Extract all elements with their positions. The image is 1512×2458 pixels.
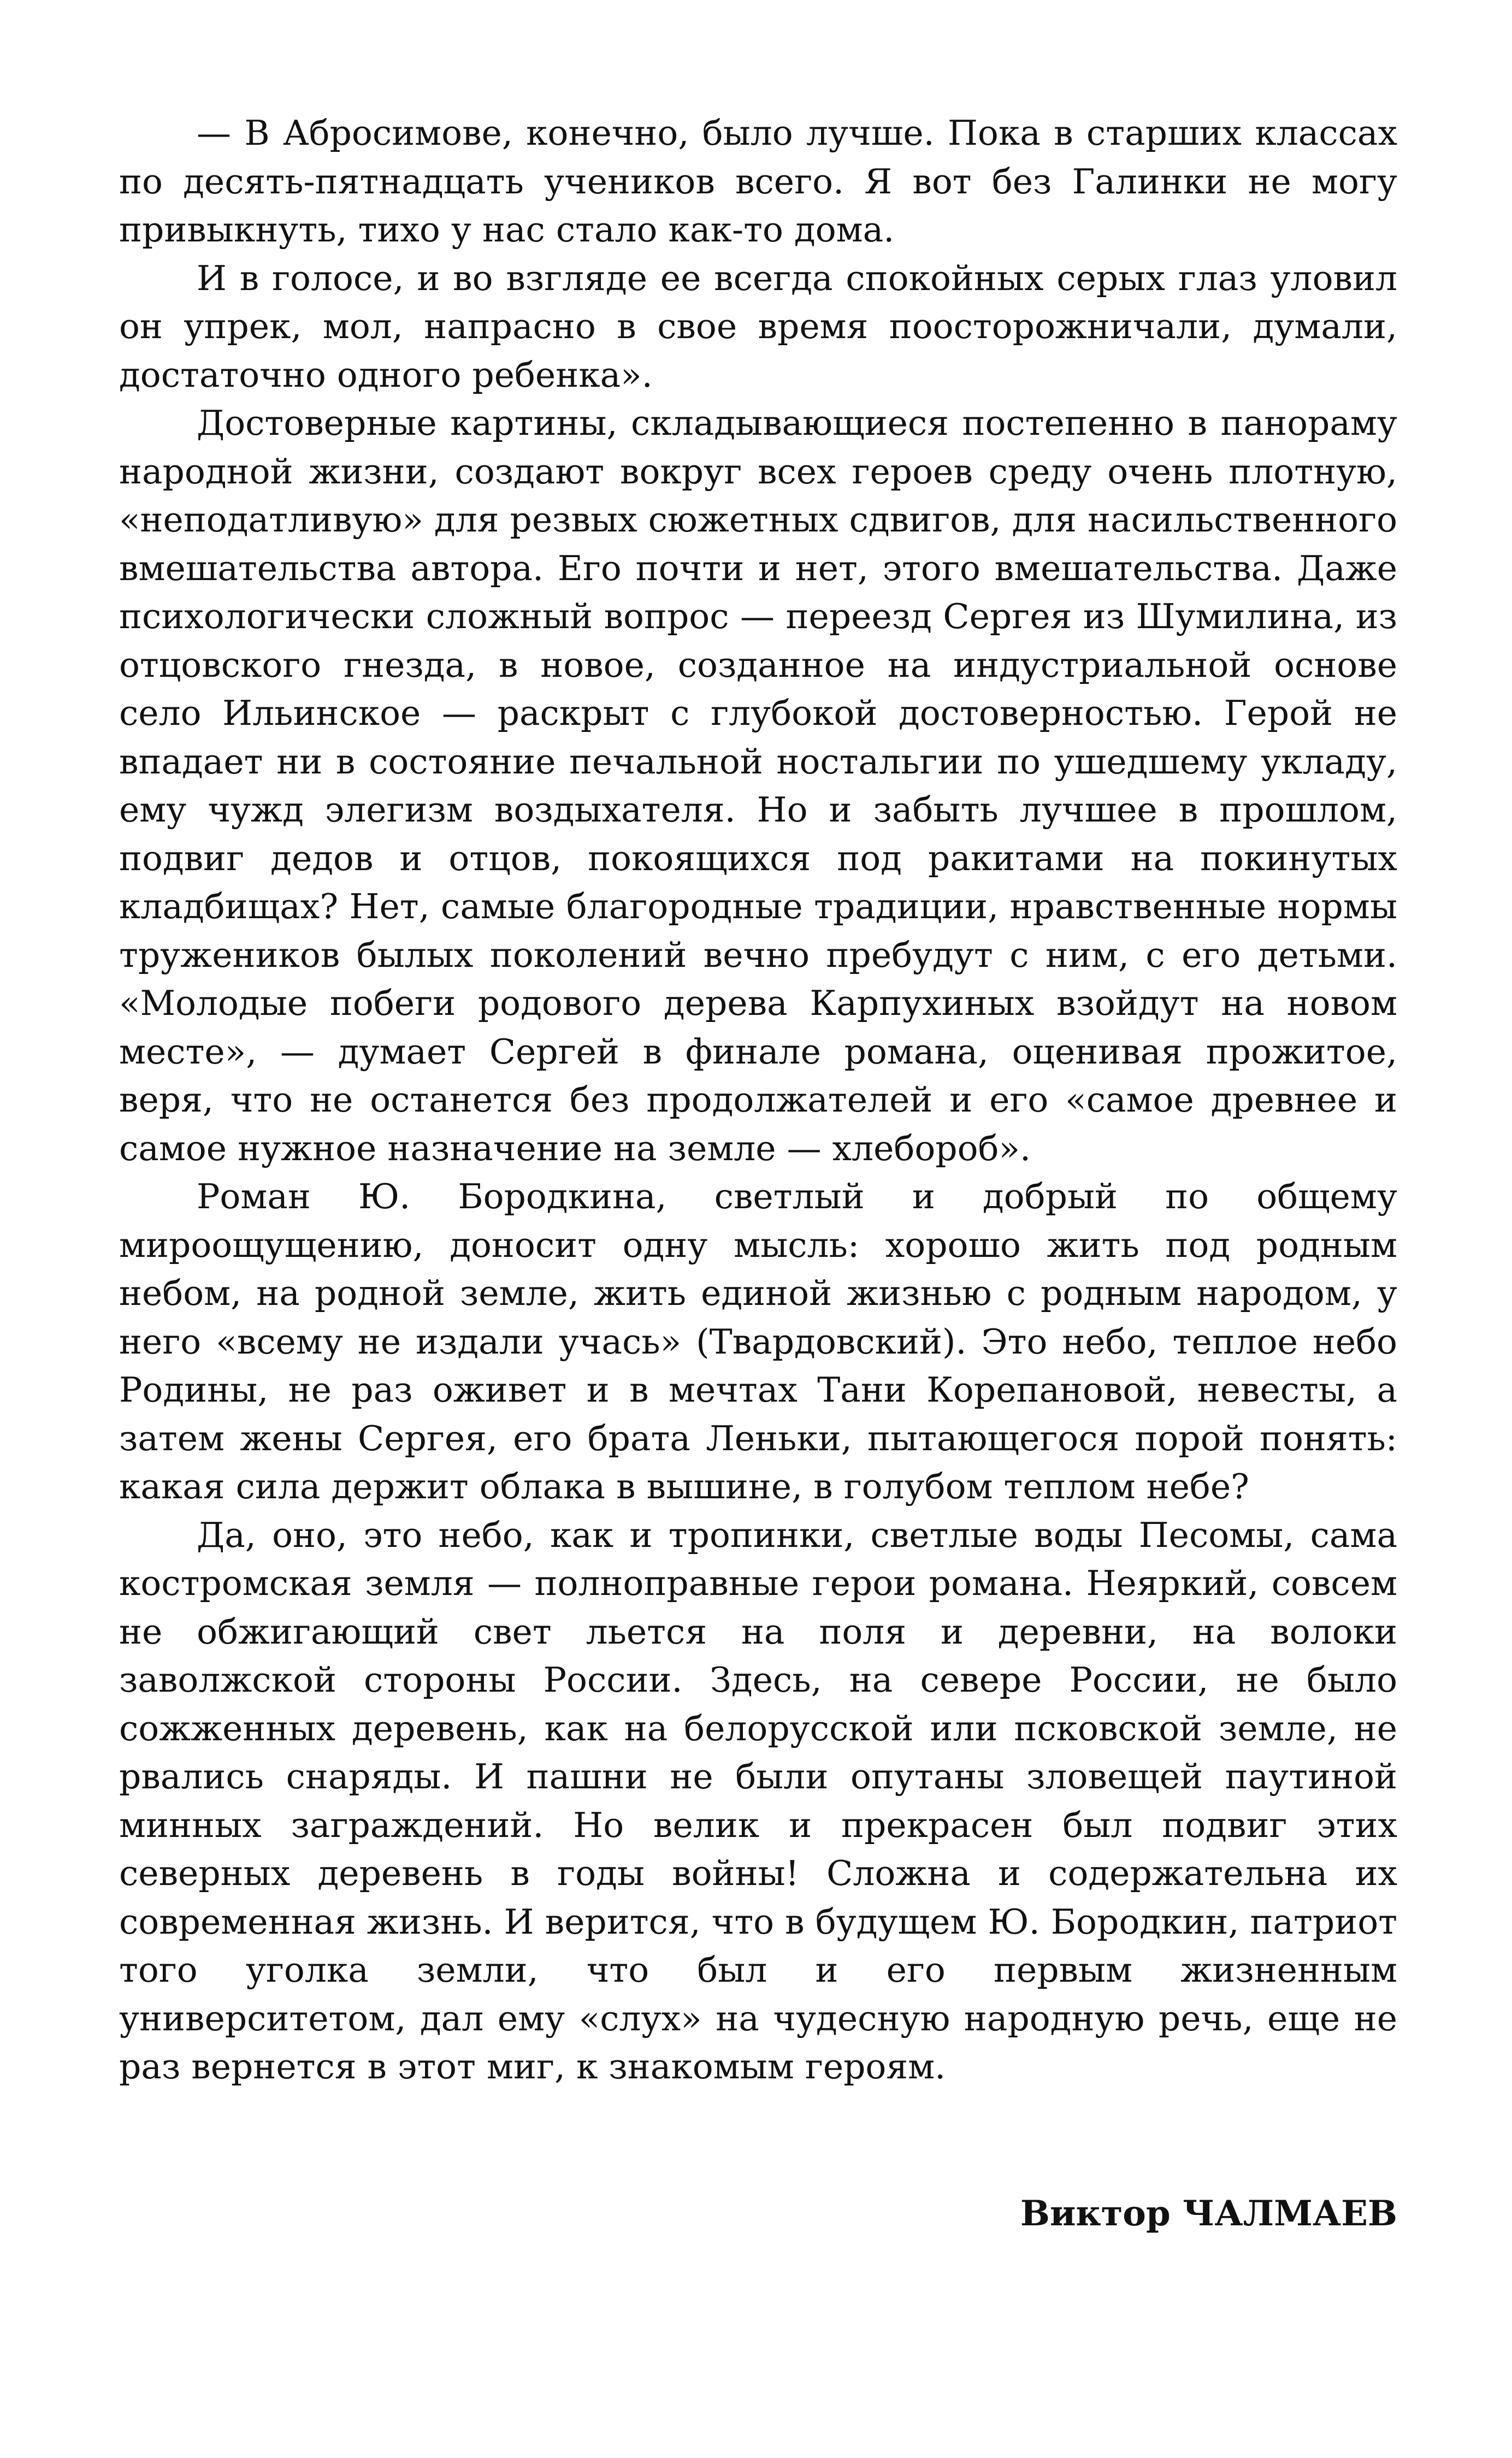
paragraph-4: Роман Ю. Бородкина, светлый и добрый по общему мироощущению, доносит одну мысль: хорошо жить под родным небом, на родной земле, жить единой жизнью с родным народом, у него «всему не издали учась» (Твардовский). Это небо, теплое небо Родины, не раз оживет и в мечтах Тани Корепановой, невесты, а затем жены Сергея, его брата Леньки, пытающегося порой понять: какая сила держит облака в вышине, в голубом теплом небе? xyxy=(119,1177,1397,1506)
document-page xyxy=(119,109,1397,2238)
paragraph-5: Да, оно, это небо, как и тропинки, светлые воды Песомы, сама костромская земля — полноправные герои романа. Неяркий, совсем не обжигающий свет льется на поля и деревни, на волоки заволжской стороны России. Здесь, на севере России, не было сожженных деревень, как на белорусской или псковской земле, не рвались снаряды. И пашни не были опутаны зловещей паутиной минных заграждений. Но велик и прекрасен был подвиг этих северных деревень в годы войны! Сложна и содержательна их современная жизнь. И верится, что в будущем Ю. Бородкин, патриот того уголка земли, что был и его первым жизненным университетом, дал ему «слух» на чудесную народную речь, еще не раз вернется в этот миг, к знакомым героям. xyxy=(119,1515,1397,2087)
paragraph-1: — В Абросимове, конечно, было лучше. Пока в старших классах по десять-пятнадцать учеников всего. Я вот без Галинки не могу привыкнуть, тихо у нас стало как-то дома. xyxy=(119,113,1397,250)
author-signature: Виктор ЧАЛМАЕВ xyxy=(1020,2193,1397,2234)
paragraph-3: Достоверные картины, складывающиеся постепенно в панораму народной жизни, создают вокруг всех героев среду очень плотную, «неподатливую» для резвых сюжетных сдвигов, для насильственного вмешательства автора. Его почти и нет, этого вмешательства. Даже психологически сложный вопрос — переезд Сергея из Шумилина, из отцовского гнезда, в новое, созданное на индустриальной основе село Ильинское — раскрыт с глубокой достоверностью. Герой не впадает ни в состояние печальной ностальгии по ушедшему укладу, ему чужд элегизм воздыхателя. Но и забыть лучшее в прошлом, подвиг дедов и отцов, покоящихся под ракитами на покинутых кладбищах? Нет, самые благородные традиции, нравственные нормы тружеников былых поколений вечно пребудут с ним, с его детьми. «Молодые побеги родового дерева Карпухиных взойдут на новом месте», — думает Сергей в финале романа, оценивая прожитое, веря, что не останется без продолжателей и его «самое древнее и самое нужное назначение на земле — хлебороб». xyxy=(119,403,1397,1168)
paragraph-2: И в голосе, и во взгляде ее всегда спокойных серых глаз уловил он упрек, мол, напрасно в свое время поосторожничали, думали, достаточно одного ребенка». xyxy=(119,258,1397,395)
